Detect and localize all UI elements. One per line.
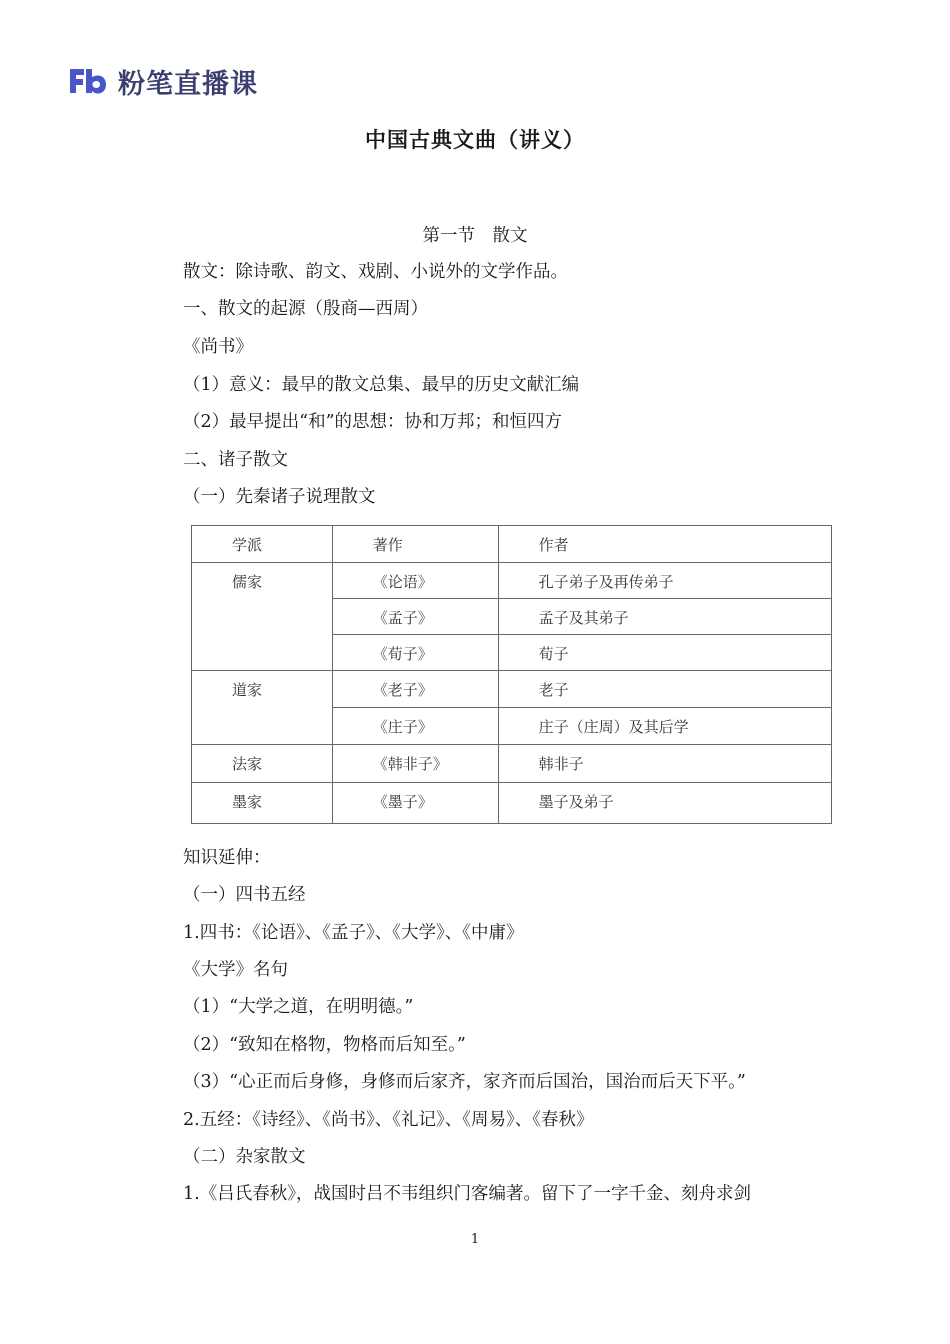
body-line: 1.《吕氏春秋》，战国时吕不韦组织门客编著。留下了一字千金、刻舟求剑 bbox=[183, 1184, 751, 1204]
school-cell: 道家 bbox=[192, 671, 333, 745]
schools-table bbox=[191, 525, 832, 824]
body-line: （一）先秦诸子说理散文 bbox=[183, 487, 376, 507]
table-header-cell: 学派 bbox=[192, 526, 333, 563]
table-header-row bbox=[192, 526, 832, 563]
author-cell: 荀子 bbox=[498, 635, 831, 671]
table-header-cell: 著作 bbox=[332, 526, 498, 563]
document-title: 中国古典文曲（讲义） bbox=[365, 128, 585, 152]
brand-logo bbox=[68, 64, 258, 98]
body-line: 《大学》名句 bbox=[183, 960, 288, 980]
body-line: 散文：除诗歌、韵文、戏剧、小说外的文学作品。 bbox=[183, 262, 568, 282]
work-cell: 《老子》 bbox=[332, 671, 498, 708]
work-cell: 《孟子》 bbox=[332, 599, 498, 635]
work-cell: 《墨子》 bbox=[332, 783, 498, 824]
body-line: （3）“心正而后身修，身修而后家齐，家齐而后国治，国治而后天下平。” bbox=[183, 1072, 746, 1092]
body-line: 知识延伸： bbox=[183, 848, 271, 868]
table-row bbox=[192, 671, 832, 708]
table-row bbox=[192, 783, 832, 824]
author-cell: 韩非子 bbox=[498, 745, 831, 783]
author-cell: 墨子及弟子 bbox=[498, 783, 831, 824]
body-line: （2）“致知在格物，物格而后知至。” bbox=[183, 1035, 466, 1055]
table-row bbox=[192, 745, 832, 783]
page-number: 1 bbox=[470, 1232, 480, 1247]
author-cell: 老子 bbox=[498, 671, 831, 708]
author-cell: 孔子弟子及再传弟子 bbox=[498, 563, 831, 599]
body-line: （一）四书五经 bbox=[183, 885, 306, 905]
fb-logo-icon bbox=[68, 67, 108, 95]
table-header-cell: 作者 bbox=[498, 526, 831, 563]
body-line: 2.五经：《诗经》、《尚书》、《礼记》、《周易》、《春秋》 bbox=[183, 1110, 594, 1130]
body-line: （1）意义：最早的散文总集、最早的历史文献汇编 bbox=[183, 375, 580, 395]
brand-name: 粉笔直播课 bbox=[118, 68, 258, 100]
work-cell: 《韩非子》 bbox=[332, 745, 498, 783]
body-line: 一、散文的起源（殷商—西周） bbox=[183, 299, 428, 319]
table-row bbox=[192, 563, 832, 599]
work-cell: 《论语》 bbox=[332, 563, 498, 599]
body-line: （1）“大学之道，在明明德。” bbox=[183, 997, 414, 1017]
author-cell: 庄子（庄周）及其后学 bbox=[498, 708, 831, 745]
body-line: （二）杂家散文 bbox=[183, 1147, 306, 1167]
section-heading: 第一节 散文 bbox=[422, 226, 528, 246]
school-cell: 法家 bbox=[192, 745, 333, 783]
school-cell: 墨家 bbox=[192, 783, 333, 824]
work-cell: 《荀子》 bbox=[332, 635, 498, 671]
body-line: 二、诸子散文 bbox=[183, 450, 288, 470]
school-cell: 儒家 bbox=[192, 563, 333, 671]
body-line: 《尚书》 bbox=[183, 337, 253, 357]
body-line: （2）最早提出“和”的思想：协和万邦；和恒四方 bbox=[183, 412, 563, 432]
work-cell: 《庄子》 bbox=[332, 708, 498, 745]
body-line: 1.四书：《论语》、《孟子》、《大学》、《中庸》 bbox=[183, 923, 524, 943]
author-cell: 孟子及其弟子 bbox=[498, 599, 831, 635]
